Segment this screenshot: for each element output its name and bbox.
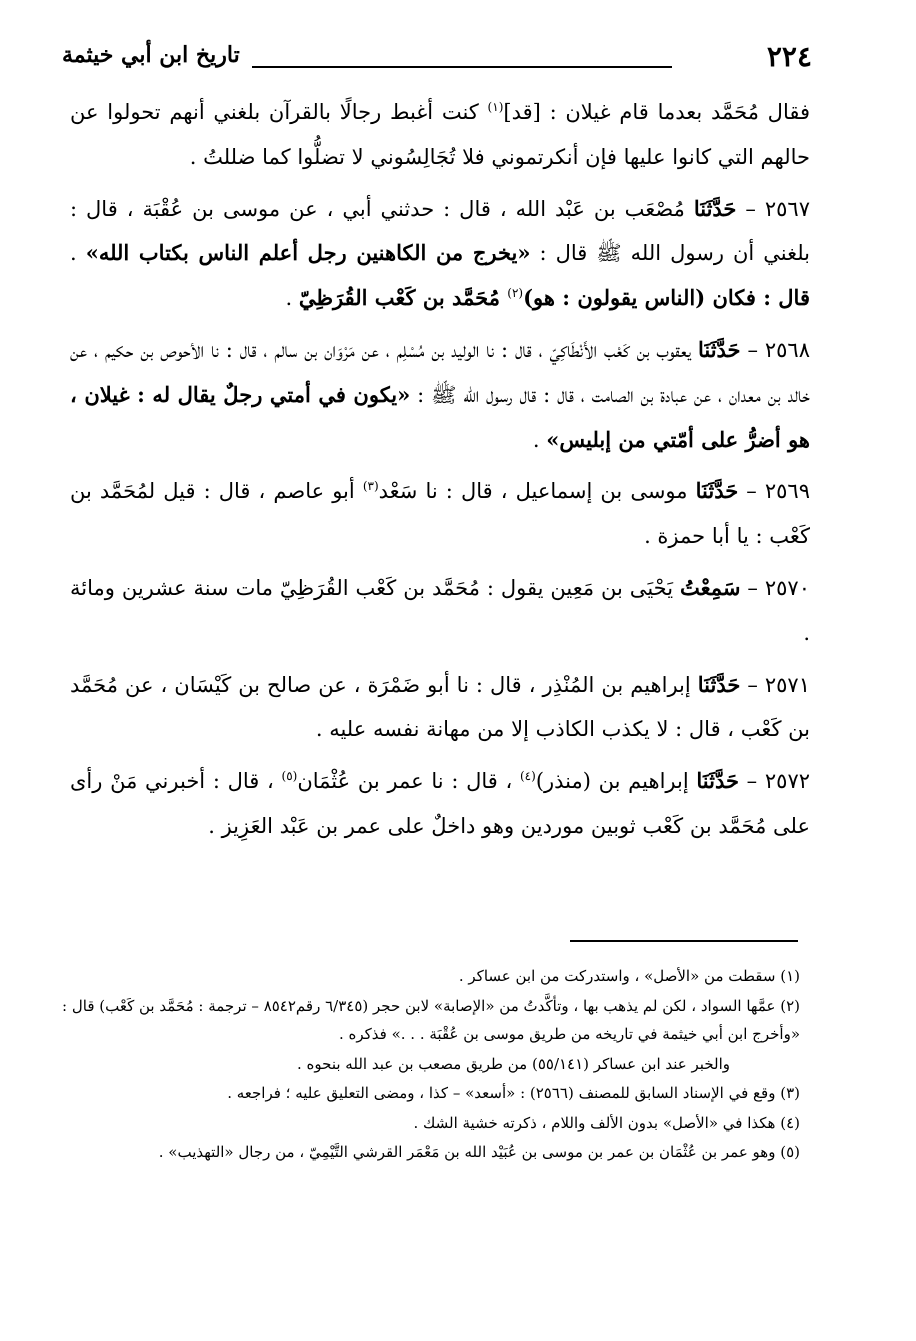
hadith-number: ٢٥٦٨ – [740, 337, 810, 362]
main-text [70, 90, 810, 856]
footnote-separator [570, 940, 798, 942]
narration-keyword: حَدَّثَنَا [697, 671, 741, 697]
narration-keyword: حَدَّثَنَا [693, 195, 737, 221]
hadith-2569 [70, 469, 810, 559]
text-run: إبراهيم بن المُنْذِر ، قال : نا أبو ضَمْرَة ، عن صالح بن كَيْسَان ، عن مُحَمَّد بن كَعْب ، قال : لا يكذب الكاذب إلا من مهانة نفسه عليه . [70, 672, 810, 742]
bold-text: مُحَمَّد بن كَعْب القُرَظِيّ [298, 285, 508, 311]
narration-keyword: حَدَّثَنَا [695, 478, 739, 504]
text-run: ، قال : أخبرني مَنْ رأى على مُحَمَّد بن كَعْب ثوبين موردين وهو داخلٌ على عمر بن عَبْد العَزِيز . [70, 769, 810, 838]
narration-keyword: سَمِعْتُ [680, 574, 741, 600]
hadith-2571 [70, 663, 810, 753]
text-run: مُصْعَب بن عَبْد الله ، قال : حدثني أبي ، عن موسى بن عُقْبَة ، قال : بلغني أن رسول الله ﷺ قال : [70, 196, 810, 266]
footnote-5: (٥) وهو عمر بن عُثْمَان بن عمر بن موسى بن عُبَيْد الله بن مَعْمَر القرشي التَّيْمِيّ ، من رجال «التهذيب» . [158, 1143, 800, 1161]
narration-keyword: حَدَّثَنَا [697, 336, 741, 362]
hadith-2568 [70, 328, 810, 462]
hadith-number: ٢٥٧٠ – [740, 575, 810, 600]
page-number: ٢٢٤ [766, 40, 812, 73]
footnote-1: (١) سقطت من «الأصل» ، واستدركت من ابن عساكر . [458, 967, 800, 985]
hadith-quote: «يكون في أمتي رجلٌ يقال له : غيلان ، هو أضرُّ على أمّتي من إبليس» [70, 381, 810, 452]
bold-text: قال : فكان (الناس يقولون : هو) [523, 285, 810, 311]
hadith-2570 [70, 566, 810, 656]
running-title: تاريخ ابن أبي خيثمة [62, 42, 240, 68]
text-run: يَحْيَى بن مَعِين يقول : مُحَمَّد بن كَعْب القُرَظِيّ مات سنة عشرين ومائة . [70, 575, 810, 645]
text-run: . [532, 427, 547, 452]
footnote-ref-2[interactable]: (٢) [507, 286, 524, 301]
hadith-2567 [70, 187, 810, 321]
text-run: موسى بن إسماعيل ، قال : نا سَعْد [378, 479, 696, 504]
footnote-ref-3[interactable]: (٣) [362, 479, 379, 494]
footnote-2-continuation: والخبر عند ابن عساكر (٥٥/١٤١) من طريق مصعب بن عبد الله بنحوه . [297, 1054, 730, 1073]
text-run: كنت أغبط رجالًا بالقرآن بلغني أنهم تحولوا عن حالهم التي كانوا عليها فإن أنكرتموني فلا تُجَالِسُوني لا تضلُّوا كما ضللتُ . [70, 100, 810, 169]
text-run: . [70, 241, 86, 266]
hadith-2572 [70, 759, 810, 849]
footnote-ref-1[interactable]: (١) [487, 100, 504, 114]
hadith-quote: «يخرج من الكاهنين رجل أعلم الناس بكتاب الله» [85, 240, 531, 266]
hadith-number: ٢٥٧٢ – [738, 769, 811, 794]
page-header [62, 40, 812, 90]
hadith-number: ٢٥٧١ – [740, 672, 810, 697]
footnote-4: (٤) هكذا في «الأصل» بدون الألف واللام ، ذكرته خشية الشك . [413, 1113, 800, 1132]
text-run: أبو عاصم ، قال : قيل لمُحَمَّد بن كَعْب : يا أبا حمزة . [70, 479, 810, 549]
text-run: إبراهيم بن (منذر) [535, 769, 697, 794]
header-rule [252, 66, 672, 68]
footnote-2: (٢) عمَّها السواد ، لكن لم يذهب بها ، وتأكَّدتُ من «الإصابة» لابن حجر (٦/٣٤٥ رقم٨٥٤٢ – ترجمة : مُحَمَّد بن كَعْب) قال : «وأخرج ابن أبي خيثمة في تاريخه من طريق موسى بن عُقْبَة . . .» فذكره . [62, 996, 800, 1043]
text-run: ، قال : نا عمر بن عُثْمَان [297, 769, 520, 794]
text-run: . [285, 286, 299, 311]
footnote-ref-4[interactable]: (٤) [519, 769, 536, 784]
text-run: فقال مُحَمَّد بعدما قام غيلان : [قد] [503, 100, 810, 124]
footnote-3: (٣) وقع في الإسناد السابق للمصنف (٢٥٦٦) : «أسعد» – كذا ، ومضى التعليق عليه ؛ فراجعه . [227, 1084, 800, 1102]
hadith-number: ٢٥٦٩ – [738, 479, 810, 504]
hadith-number: ٢٥٦٧ – [736, 196, 810, 221]
footnotes [62, 962, 800, 1168]
narration-keyword: حَدَّثَنَا [696, 768, 739, 794]
paragraph-continuation [70, 90, 810, 180]
text-run: يعقوب بن كَعْب الأَنْطَاكِيّ ، قال : نا الوليد بن مُسْلِم ، عن مَرْوَان بن سالم ، قال : نا الأحوص بن حكيم ، عن خالد بن معدان ، عن عبادة بن الصامت ، قال : قال رسول الله ﷺ : [70, 337, 810, 407]
footnote-ref-5[interactable]: (٥) [281, 769, 298, 784]
